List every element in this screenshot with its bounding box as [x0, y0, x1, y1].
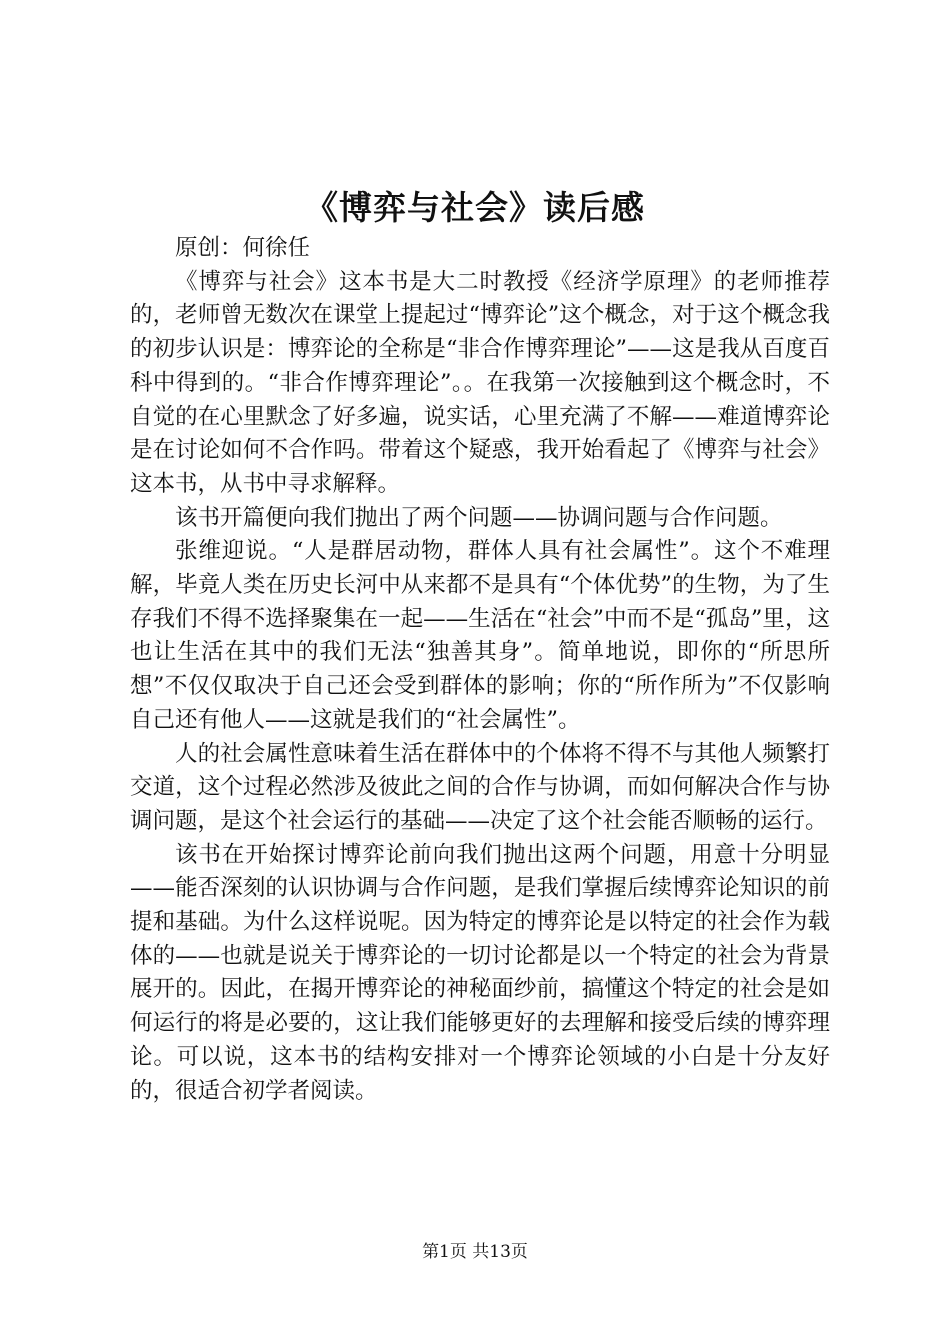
- paragraph-3: 张维迎说。“人是群居动物，群体人具有社会属性”。这个不难理解，毕竟人类在历史长河中从来都不是具有“个体优势”的生物，为了生存我们不得不选择聚集在一起——生活在“社会”中而不是“孤岛”里，这也让生活在其中的我们无法“独善其身”。简单地说，即你的“所思所想”不仅仅取决于自己还会受到群体的影响；你的“所作所为”不仅影响自己还有他人——这就是我们的“社会属性”。: [130, 538, 830, 733]
- paragraph-1: 《博弈与社会》这本书是大二时教授《经济学原理》的老师推荐的，老师曾无数次在课堂上提起过“博弈论”这个概念，对于这个概念我的初步认识是：博弈论的全称是“非合作博弈理论”——这是我从百度百科中得到的。“非合作博弈理论”。。在我第一次接触到这个概念时，不自觉的在心里默念了好多遍，说实话，心里充满了不解——难道博弈论是在讨论如何不合作吗。带着这个疑惑，我开始看起了《博弈与社会》这本书，从书中寻求解释。: [130, 268, 830, 497]
- paragraph-5: 该书在开始探讨博弈论前向我们抛出这两个问题，用意十分明显——能否深刻的认识协调与合作问题，是我们掌握后续博弈论知识的前提和基础。为什么这样说呢。因为特定的博弈论是以特定的社会作为载体的——也就是说关于博弈论的一切讨论都是以一个特定的社会为背景展开的。因此，在揭开博弈论的神秘面纱前，搞懂这个特定的社会是如何运行的将是必要的，这让我们能够更好的去理解和接受后续的博弈理论。可以说，这本书的结构安排对一个博弈论领域的小白是十分友好的，很适合初学者阅读。: [130, 841, 830, 1104]
- paragraph-4: 人的社会属性意味着生活在群体中的个体将不得不与其他人频繁打交道，这个过程必然涉及彼此之间的合作与协调，而如何解决合作与协调问题，是这个社会运行的基础——决定了这个社会能否顺畅的运行。: [130, 740, 830, 834]
- page-footer: 第1页 共13页: [422, 1242, 528, 1262]
- paragraph-2: 该书开篇便向我们抛出了两个问题——协调问题与合作问题。: [175, 504, 783, 531]
- document-body: [130, 232, 830, 1108]
- author-line: 原创：何徐任: [175, 235, 311, 261]
- document-title: 《博弈与社会》读后感: [305, 188, 645, 227]
